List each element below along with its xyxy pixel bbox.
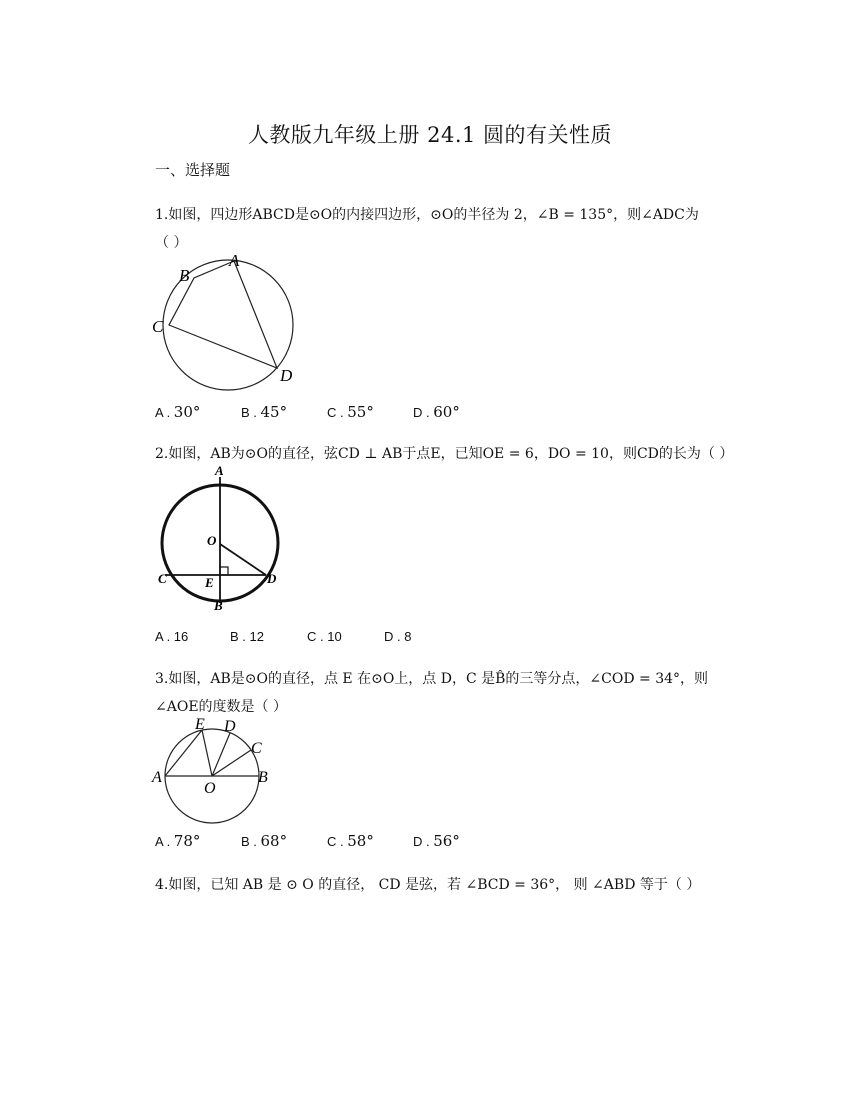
question-2-figure (155, 465, 290, 613)
q1-option-b[interactable]: B . 45° (241, 403, 288, 421)
q2-label-a: A (215, 465, 224, 478)
question-1-figure (148, 250, 308, 400)
q2-label-e: E (205, 575, 214, 590)
q3-label-b: B (258, 769, 268, 786)
question-3-figure (150, 713, 275, 828)
question-3-text: 3.如图，AB是⊙O的直径，点 E 在⊙O上，点 D，C 是B̂的三等分点，∠COD = 34°，则 (155, 671, 709, 687)
q1-label-d: D (280, 366, 293, 385)
q2-option-b[interactable]: B . 12 (230, 629, 264, 644)
q1-option-a[interactable]: A . 30° (155, 403, 201, 421)
section-heading: 一、选择题 (155, 161, 231, 179)
q3-option-d[interactable]: D . 56° (413, 832, 460, 850)
question-2-text: 2.如图，AB为⊙O的直径，弦CD ⊥ AB于点E，已知OE = 6，DO = 10，则CD的长为（ ） (155, 446, 734, 462)
q3-option-a[interactable]: A . 78° (155, 832, 201, 850)
q2-label-d: D (267, 571, 277, 586)
q1-option-c[interactable]: C . 55° (327, 403, 374, 421)
q3-label-c: C (251, 740, 262, 757)
q3-label-o: O (204, 780, 216, 797)
q3-option-c[interactable]: C . 58° (327, 832, 374, 850)
q3-option-b[interactable]: B . 68° (241, 832, 288, 850)
q3-label-d: D (224, 718, 236, 735)
q3-label-e: E (195, 716, 205, 733)
q2-option-c[interactable]: C . 10 (307, 629, 342, 644)
q1-label-b: B (179, 266, 190, 285)
q1-label-a: A (229, 251, 240, 270)
document-title: 人教版九年级上册 24.1 圆的有关性质 (247, 123, 613, 147)
q2-label-c: C (158, 571, 167, 586)
question-4-text: 4.如图，已知 AB 是 ⊙ O 的直径， CD 是弦，若 ∠BCD = 36°， 则 ∠ABD 等于（ ） (155, 877, 701, 893)
q3-label-a: A (152, 769, 162, 786)
question-3-text-line2: ∠AOE的度数是（ ） (155, 699, 287, 715)
q2-label-o: O (207, 533, 217, 548)
q1-option-d[interactable]: D . 60° (413, 403, 460, 421)
q1-label-c: C (152, 317, 164, 336)
q2-option-d[interactable]: D . 8 (384, 629, 412, 644)
q2-option-a[interactable]: A . 16 (155, 629, 189, 644)
question-1-text-line2: （ ） (155, 235, 188, 251)
q2-label-b: B (214, 598, 223, 613)
question-1-text: 1.如图，四边形ABCD是⊙O的内接四边形，⊙O的半径为 2，∠B = 135°，则∠ADC为 (155, 207, 699, 223)
